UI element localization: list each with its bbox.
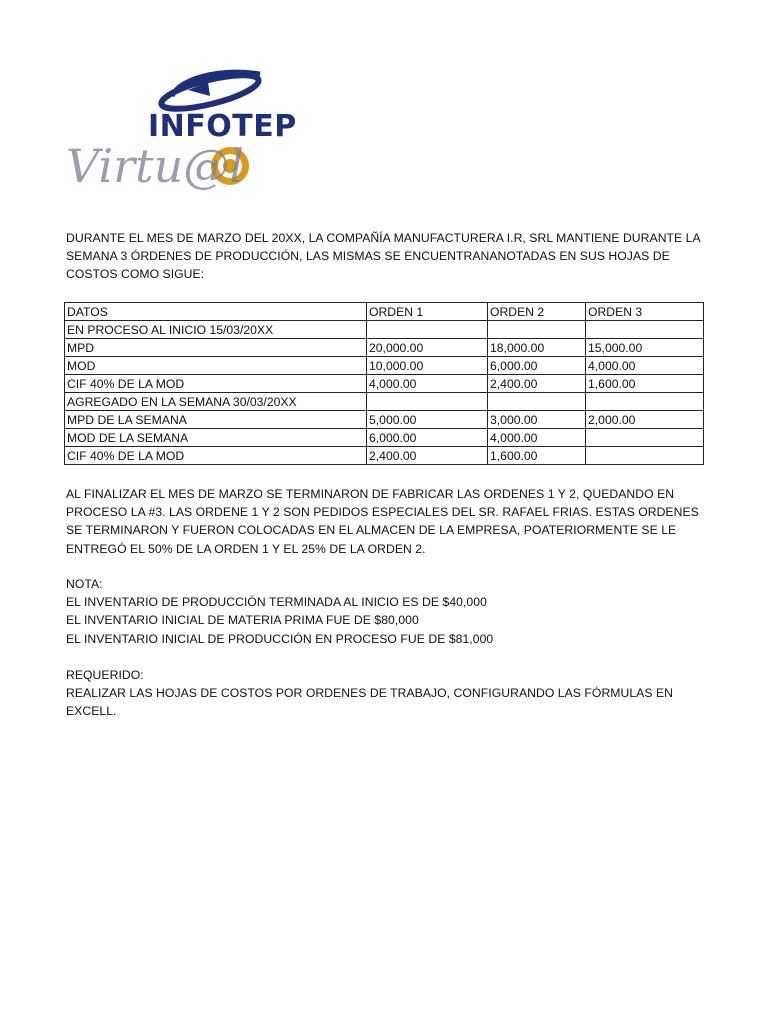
nota-line: EL INVENTARIO DE PRODUCCIÓN TERMINADA AL INICIO ES DE $40,000 — [66, 595, 487, 610]
table-cell: 6,000.00 — [367, 429, 488, 447]
intro-paragraph — [66, 229, 716, 284]
table-cell: 1,600.00 — [586, 375, 704, 393]
table-row — [65, 411, 704, 429]
production-orders-table — [64, 302, 704, 465]
table-cell: 5,000.00 — [367, 411, 488, 429]
nota-line: EL INVENTARIO INICIAL DE PRODUCCIÓN EN PROCESO FUE DE $81,000 — [66, 631, 494, 646]
table-cell: MPD DE LA SEMANA — [65, 411, 367, 429]
table-cell: 15,000.00 — [586, 339, 704, 357]
table-cell — [488, 393, 586, 411]
table-cell: 2,400.00 — [367, 447, 488, 465]
table-cell — [488, 321, 586, 339]
table-row — [65, 357, 704, 375]
table-cell — [586, 321, 704, 339]
nota-heading: NOTA: — [66, 577, 103, 591]
table-row — [65, 393, 704, 411]
table-cell — [586, 429, 704, 447]
table-header-cell: ORDEN 3 — [586, 303, 704, 321]
table-row — [65, 321, 704, 339]
table-cell: 6,000.00 — [488, 357, 586, 375]
table-cell: 1,600.00 — [488, 447, 586, 465]
table-cell: 20,000.00 — [367, 339, 488, 357]
logo-brand-text: INFOTEP — [148, 109, 297, 144]
table-cell: 18,000.00 — [488, 339, 586, 357]
table-cell: MPD — [65, 339, 367, 357]
intro-text: DURANTE EL MES DE MARZO DEL 20XX, LA COMPAÑÍA MANUFACTURERA I.R, SRL MANTIENE DURANTE LA SEMANA 3 ÓRDENES DE PRODUCCIÓN, LAS MISMAS SE ENCUENTRANANOTADAS EN SUS HOJAS DE COSTOS COMO SIGUE: — [66, 231, 700, 282]
completion-paragraph — [66, 485, 716, 558]
table-cell — [586, 447, 704, 465]
table-cell: 2,000.00 — [586, 411, 704, 429]
requerido-heading: REQUERIDO: — [66, 668, 144, 682]
table-cell: 4,000.00 — [586, 357, 704, 375]
table-cell: CIF 40% DE LA MOD — [65, 375, 367, 393]
table-header-row — [65, 303, 704, 321]
table-row — [65, 375, 704, 393]
table-cell: AGREGADO EN LA SEMANA 30/03/20XX — [65, 393, 367, 411]
table-cell: EN PROCESO AL INICIO 15/03/20XX — [65, 321, 367, 339]
table-cell: MOD — [65, 357, 367, 375]
table-header-cell: DATOS — [65, 303, 367, 321]
table-cell: CIF 40% DE LA MOD — [65, 447, 367, 465]
completion-text: AL FINALIZAR EL MES DE MARZO SE TERMINARON DE FABRICAR LAS ORDENES 1 Y 2, QUEDANDO EN PROCESO LA #3. LAS ORDENE 1 Y 2 SON PEDIDOS ESPECIALES DEL SR. RAFAEL FRIAS. ESTAS ORDENES SE TERMINARON Y FUERON COLOCADAS EN EL ALMACEN DE LA EMPRESA, POATERIORMENTE SE LE ENTREGÓ EL 50% DE LA ORDEN 1 Y EL 25% DE LA ORDEN 2. — [66, 487, 699, 556]
requerido-section — [66, 666, 716, 721]
table-row — [65, 429, 704, 447]
table-cell — [367, 321, 488, 339]
table-row — [65, 447, 704, 465]
table-cell — [367, 393, 488, 411]
table-cell: 10,000.00 — [367, 357, 488, 375]
table-cell: 2,400.00 — [488, 375, 586, 393]
nota-line: EL INVENTARIO INICIAL DE MATERIA PRIMA FUE DE $80,000 — [66, 613, 419, 628]
table-header-cell: ORDEN 2 — [488, 303, 586, 321]
table-cell: 4,000.00 — [488, 429, 586, 447]
table-cell — [586, 393, 704, 411]
infotep-virtual-logo — [60, 66, 300, 198]
table-row — [65, 339, 704, 357]
table-cell: 4,000.00 — [367, 375, 488, 393]
table-cell: MOD DE LA SEMANA — [65, 429, 367, 447]
table-cell: 3,000.00 — [488, 411, 586, 429]
requerido-text: REALIZAR LAS HOJAS DE COSTOS POR ORDENES DE TRABAJO, CONFIGURANDO LAS FÓRMULAS EN EXCELL. — [66, 686, 673, 719]
logo-script-text: Virtu@l — [66, 139, 244, 193]
table-header-cell: ORDEN 1 — [367, 303, 488, 321]
nota-section — [66, 575, 716, 648]
